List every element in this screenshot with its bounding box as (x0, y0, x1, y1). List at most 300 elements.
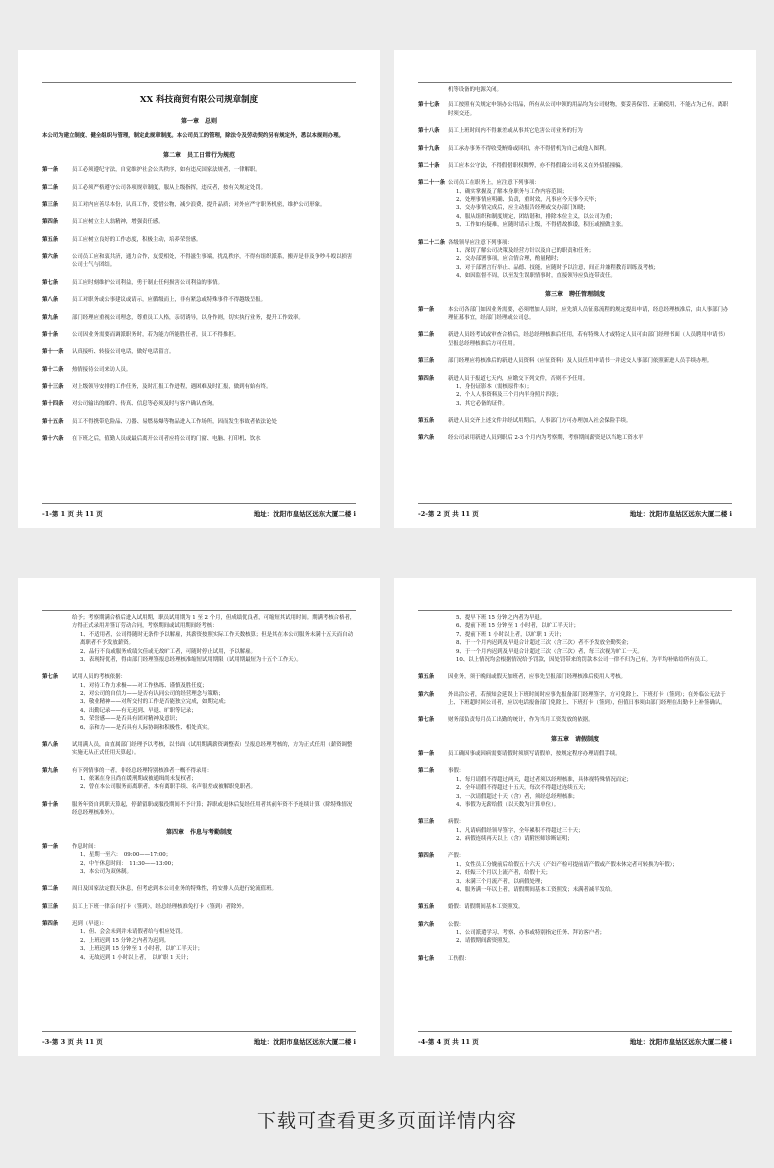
article-text: 员工应树立良好的工作态度，积极主动，培养荣誉感。 (72, 236, 202, 243)
article-text: 员工应本公守法，不得假借职权舞弊，亦不得假藉公司名义在外招摇撞骗。 (448, 162, 626, 169)
article-body (448, 921, 732, 946)
article-label: 第五条 (418, 674, 435, 681)
article (42, 801, 356, 818)
article (42, 400, 356, 408)
article-body (72, 673, 356, 732)
article-body (72, 920, 356, 962)
article-body (72, 236, 356, 244)
article-with-items (418, 239, 732, 281)
article-text: 新进人员经考试或审查合格后，经总经理核准后任用，若有特殊人才或特定人员可由部门经理书面（人员聘用申请书）呈报总经理核准后方可任用。 (448, 332, 729, 347)
article-list (418, 101, 732, 170)
article-label: 第二条 (42, 886, 59, 893)
article-label: 第十四条 (42, 401, 64, 408)
article-text: 对上级领导安排的工作任务，及时汇报工作进程，遇困难及时汇报，做到有始有终。 (72, 384, 272, 391)
article (42, 296, 356, 304)
page-number: -2-第 2 页 共 11 页 (418, 510, 479, 518)
article (418, 716, 732, 724)
article-body (72, 331, 356, 339)
page-footer (42, 1037, 356, 1046)
article-items (448, 247, 732, 281)
article-items (448, 861, 732, 895)
article-label: 第二十二条 (418, 239, 445, 246)
article-body (448, 101, 732, 118)
article-label: 第十条 (42, 801, 59, 808)
article-label: 第十二条 (42, 366, 64, 373)
article (42, 767, 356, 792)
article-with-items (418, 375, 732, 409)
article (418, 673, 732, 681)
article-text: 本公司各部门如因业务需要，必须增加人员时，应先填人员征募流程的规定提出申请，经总经理核准后，由人事部门办理征募事宜，经部门经理或公司总。 (448, 306, 729, 322)
article-text: 事假： (448, 768, 465, 775)
list-item: 3、对于部署言行举止、品德、技能，应随时予以注意，间正并兼程教育训练及考核； (456, 264, 659, 271)
list-item: 1、对待工作力求极——对工作热练、谨慎及胜任度； (80, 682, 208, 689)
article-body (72, 767, 356, 792)
page-number: -1-第 1 页 共 11 页 (42, 510, 103, 518)
article-list (418, 673, 732, 725)
article-label: 第十六条 (42, 436, 64, 443)
continued-items (42, 631, 356, 665)
article-body (448, 434, 732, 442)
list-item: 3、本公司为双休制。 (80, 868, 132, 875)
article-label: 第四条 (418, 375, 435, 382)
page-content (42, 614, 356, 1026)
article-items (72, 851, 356, 876)
article (418, 417, 732, 425)
article-text: 财务部负责每月员工出勤的统计，作为当月工资发放的依据。 (448, 717, 594, 724)
article-text: 对公司输出的邮件、传真、信息等必须及时与客户确认查询。 (72, 401, 218, 408)
article (418, 331, 732, 348)
article-text: 公司员工在职务上，应注意下列事项： (448, 180, 540, 187)
footer-address: 地址：沈阳市皇姑区远东大厦二楼 i (253, 1038, 356, 1046)
article (42, 418, 356, 426)
article-label: 第五条 (42, 236, 59, 243)
article-body (72, 418, 356, 426)
article-label: 第十条 (42, 331, 59, 338)
list-item: 2、全年请假不得超过十五天，每次不得超过连续五天； (456, 785, 589, 792)
list-item: 3、交办事情完成后，应主动报告经理或交办部门知晓； (456, 205, 589, 212)
article-text: 员工按照有关规定申领办公用品，所有从公司申领的用品均为公司财物，要妥善保管、正确使用，不能占为己有，离职时须交还。 (448, 102, 729, 117)
article-label: 第六条 (418, 435, 435, 442)
continued-text: 机等设备的电源关闭。 (448, 87, 502, 93)
article-label: 第二条 (418, 768, 435, 775)
article-label: 第二条 (418, 332, 435, 339)
list-item: 3、其它必备的证件。 (456, 400, 508, 407)
article (418, 750, 732, 758)
article-text: 部门经理应将核准后的新进人员资料（应征资料）及人员任用申请书一并送交人事部门依照新进人员手续办理。 (448, 358, 713, 365)
list-item: 2、品行不良或服务成绩欠佳或无故旷工者，可随时停止试用，予以解雇。 (80, 648, 256, 655)
article-list (42, 885, 356, 911)
article-text: 试用满人员，由直属部门经理予以考核，以书面（试用期满薪资调整表）呈报总经理考核的，方为正式任用（薪资调整实施无从正式任用天算起）。 (72, 741, 353, 757)
article-list (418, 955, 732, 963)
article-text: 员工对职务或公事建议或请示，应循级而上，非有紧急或特殊事件不得越级呈报。 (72, 297, 267, 304)
article-text: 员工上下班一律亲自打卡（签到），经总经理核准免打卡（签到）者除外。 (72, 903, 248, 910)
list-item: 2、处理事情应明确、负责，重时效，凡事应今天事今天毕； (456, 197, 600, 203)
article (42, 435, 356, 443)
article-text: 作息时间： (72, 843, 99, 850)
footer-rule (42, 1031, 356, 1032)
article-body (72, 383, 356, 391)
list-item: 7、提前下班 1 小时以上者，以旷职 1 天计； (456, 631, 565, 638)
article-text: 员工必须严格遵守公司各项规章制度，服从上级指挥，违反者，按有关规定处罚。 (72, 184, 267, 191)
chapter-heading: 第一章 总则 (180, 118, 217, 126)
list-item: 2、病假连续再天以上（含）请附医师诊断证明； (456, 836, 573, 843)
article-text: 员工不得携带危险品、刀器、易燃易爆等物品进入工作场所，因而发生事故者依法论处 (72, 418, 277, 425)
list-item: 4、无故迟到 1 小时以上者， 以旷职 1 天计； (80, 954, 192, 961)
article-body (448, 145, 732, 153)
article (418, 306, 732, 323)
list-item: 9、于一个月内迟到及早退合计超过三次（含三次）者，每三次视为旷工一天。 (456, 648, 643, 655)
article-items (448, 383, 732, 408)
article-label: 第五条 (418, 418, 435, 425)
article-label: 第七条 (418, 955, 435, 962)
article-label: 第七条 (42, 279, 59, 286)
article-with-items (418, 921, 732, 946)
article-text: 部门经理应重视公司理念，尊重员工人格，亲切诱导，以身作则，切实执行业务，提升工作效率。 (72, 314, 304, 321)
article-body (448, 673, 732, 681)
footer-rule (418, 503, 732, 504)
article-body (72, 843, 356, 877)
article-text: 婚假：请假期间基本工资照发。 (448, 904, 524, 911)
article-text: 新进人员交齐上述文件并经试用期后，人事部门方可办理加入社会保险手续。 (448, 418, 632, 425)
footer-rule (418, 1031, 732, 1032)
article-label: 第一条 (418, 751, 435, 758)
document-page-4 (394, 578, 756, 1056)
list-item: 3、一次请假超过十天（含）者，须经总经理核准； (456, 793, 579, 800)
page-footer (418, 509, 732, 518)
list-item: 3、表现特优者，得由部门经理签报总经理核准缩短试用期限（试用期最短为十五个工作天）。 (80, 656, 302, 663)
list-item: 3、上班迟到 15 分钟至 1 小时者，以旷工半天计； (80, 946, 203, 953)
article-with-items (42, 673, 356, 732)
article-body (448, 691, 732, 708)
article-body (72, 741, 356, 758)
article-body (448, 375, 732, 409)
article-body (72, 801, 356, 818)
article-with-items (42, 920, 356, 962)
document-page-1 (18, 50, 380, 528)
list-item: 2、上班迟到 15 分钟之内者为迟到。 (80, 937, 170, 944)
article-list (418, 903, 732, 911)
article (418, 101, 732, 118)
article-body (448, 716, 732, 724)
list-item: 1、每月请假不得超过两天，超过者须以经理核准，具体视特殊情况而定； (456, 776, 632, 783)
article-label: 第十九条 (418, 145, 440, 152)
article-text: 公假： (448, 921, 465, 928)
article-label: 第六条 (42, 254, 59, 261)
article-body (72, 314, 356, 322)
article-list (42, 166, 356, 443)
article (42, 903, 356, 911)
chapter-heading: 第四章 作息与考勤制度 (165, 828, 232, 836)
article-label: 第六条 (418, 691, 435, 698)
footer-address: 地址：沈阳市皇姑区远东大厦二楼 i (253, 510, 356, 518)
article-body (448, 306, 732, 323)
article-label: 第三条 (418, 358, 435, 365)
article-text: 经公司录用新进人员到职后 2-3 个月内为考察期，考察期间薪资是以当地工资水平 (448, 435, 644, 442)
article-body (72, 184, 356, 192)
list-item: 4、服务满一年以上者，请假期间基本工资照发；未满者减半发给。 (456, 886, 616, 893)
continued-text: 给予；考察期满合格后进入试用期，职员试用期为 1 至 2 个月，但成绩优良者，可缩短其试用时间。期满考核合格者，方得正式录用并签订劳动合同，考察期间或试用期间经考核： (72, 615, 356, 630)
header-rule (418, 610, 732, 611)
chapter-heading: 第二章 员工日常行为规范 (162, 151, 235, 159)
list-item: 3、敬业精神——对所交付的工作是否能独立完成，如期完成； (80, 699, 229, 706)
article-body (448, 127, 732, 135)
article-body (448, 767, 732, 809)
list-item: 2、曾在本公司服务而离职者，本有离职手续、名声很差或被解职免职者。 (80, 784, 256, 791)
article-body (72, 400, 356, 408)
article-with-items (418, 852, 732, 894)
article-label: 第七条 (42, 674, 59, 681)
article (42, 279, 356, 287)
article-label: 第四条 (42, 921, 59, 928)
article-label: 第五条 (418, 904, 435, 911)
page-footer (418, 1037, 732, 1046)
article-text: 病假： (448, 819, 465, 826)
article-text: 认真接听、转接公司电话，做好电话留言。 (72, 349, 175, 356)
article-label: 第一条 (42, 167, 59, 174)
header-rule (42, 82, 356, 83)
article-label: 第三条 (418, 819, 435, 826)
article-label: 第三条 (42, 903, 59, 910)
article-label: 第十三条 (42, 384, 64, 391)
list-item: 2、妊娠三个月以上流产者，给假十天； (456, 870, 552, 877)
article (418, 903, 732, 911)
article-list (42, 801, 356, 818)
page-content (418, 86, 732, 498)
continued-items (418, 614, 732, 664)
article-text: 员工对内应善尽本份，认真工作，爱惜公物，减少浪费，提升品质；对外应严守职务机密，维护公司形象。 (72, 201, 326, 208)
article-body (448, 357, 732, 365)
article (42, 236, 356, 244)
article (42, 314, 356, 322)
list-item: 1、但、会会未到并未请假者给与相应处罚。 (80, 929, 186, 936)
article (42, 166, 356, 174)
list-item: 2、交办部署事项，应合情合理，酌量精时； (456, 256, 562, 263)
article-body (448, 955, 732, 963)
page-number: -3-第 3 页 共 11 页 (42, 1038, 103, 1046)
list-item: 1、确实掌握及了解本身职务与工作内容范围； (456, 188, 568, 195)
article-body (448, 179, 732, 229)
article-with-items (418, 818, 732, 843)
article (42, 843, 356, 877)
article (418, 375, 732, 409)
article-items (72, 682, 356, 732)
article-items (448, 776, 732, 810)
article-text: 员工应时刻维护公司利益，勇于制止任何损害公司利益的事情。 (72, 279, 223, 286)
article-text: 试用人员的考核依据： (72, 674, 126, 681)
document-title: XX 科技商贸有限公司规章制度 (139, 95, 259, 105)
article-text: 热情接待公司来访人员。 (72, 366, 132, 373)
list-item: 3、未满三个月流产者，以病假处理； (456, 878, 546, 885)
article-label: 第十五条 (42, 418, 64, 425)
page-content (42, 86, 356, 498)
article (42, 331, 356, 339)
list-item: 8、于一个月内迟到及早退合计超过三次（含三次）者不予发放全勤奖金； (456, 640, 632, 647)
article-label: 第六条 (418, 921, 435, 928)
article-text: 周日及国家法定假天休息，但考虑到本公司业务的特殊性，将安排人员进行轮流值班。 (72, 886, 277, 893)
header-rule (418, 82, 732, 83)
article-label: 第四条 (418, 853, 435, 860)
article-body (448, 852, 732, 894)
article-text: 各级领导应注意下列事项： (448, 239, 513, 246)
list-item: 5、工作如有疑难，应随时请示上级，不得借故推诿，积压或擅做主张。 (456, 222, 627, 229)
article-items (72, 775, 356, 792)
article-text: 在下班之后，值勤人员或最后离开公司者应将公司的门窗、电脑、打印机、饮水 (72, 436, 261, 443)
article (418, 239, 732, 281)
list-item: 2、请假期间薪资照发。 (456, 938, 514, 945)
article-with-items (418, 179, 732, 229)
list-item: 5、荣誉感——是否具有团对精神及意识； (80, 716, 181, 723)
list-item: 1、凡请病假经领导签字，全年累积不得超过三十天； (456, 827, 584, 834)
page-content (418, 614, 732, 1026)
article-items (72, 928, 356, 962)
article-body (448, 331, 732, 348)
footer-address: 地址：沈阳市皇姑区远东大厦二楼 i (629, 510, 732, 518)
article-items (448, 188, 732, 230)
article-list (418, 417, 732, 443)
article-body (448, 162, 732, 170)
article (418, 921, 732, 946)
article (42, 383, 356, 391)
article (418, 767, 732, 809)
article-label: 第十八条 (418, 128, 440, 135)
list-item: 1、星期一至六： 09:00——17:00； (80, 852, 172, 859)
article-with-items (42, 767, 356, 792)
article (418, 357, 732, 365)
article-items (448, 827, 732, 844)
article-label: 第八条 (42, 297, 59, 304)
article-list (418, 306, 732, 366)
list-item: 4、如因监督不周，以至发生误职情事时，直接领导应负连带责任。 (456, 273, 616, 279)
article (418, 691, 732, 708)
article (42, 184, 356, 192)
article (418, 162, 732, 170)
page-footer (42, 509, 356, 518)
article-text: 外出洽公者，若预知会延误上下班时间时应事先报备部门经理签字，方可免除上、下班打卡（签到）；在外临公无法于上、下班超时回公司者，应以电话报备部门免除上、下班打卡（签到），但值日事须由部门经理在出勤卡上补签确认。 (448, 691, 726, 706)
article-list (42, 741, 356, 758)
article-text: 服务年资自到职天算起，停薪留职或服役期间不予计算；辞职或退休后复经任用者其前年资不予连续计算（除特殊情况经总经理核准外）。 (72, 801, 353, 817)
article-label: 第二条 (42, 184, 59, 191)
article-text: 产假： (448, 853, 465, 860)
article-label: 第九条 (42, 314, 59, 321)
list-item: 1、依案在身且尚在缓刑期或被通缉尚未复权者； (80, 776, 197, 782)
article-label: 第八条 (42, 741, 59, 748)
article-body (72, 218, 356, 226)
article-label: 第二十一条 (418, 180, 445, 187)
article (42, 201, 356, 209)
article-label: 第一条 (418, 306, 435, 313)
list-item: 1、不适用者，公司得随时无条件予以解雇，其薪资按照实际工作天数核算；但是其在本公司服务未满十五天而自动离职者不予发放薪资。 (80, 631, 353, 647)
list-item: 1、深切了解公司决策及经营方针以及自己的职责和任务； (456, 247, 595, 254)
article (42, 885, 356, 893)
article-text: 工伤假： (448, 955, 470, 962)
article-label: 第一条 (42, 843, 59, 850)
list-item: 2、对公司的自信力——是否有认同公司的经营理念与策略； (80, 691, 224, 697)
article-text: 因业务，须于晚间或假天加班者，应事先呈报部门经理核准后使用人考核。 (448, 674, 626, 681)
download-caption: 下载可查看更多页面详情内容 (256, 1110, 517, 1132)
article-body (72, 279, 356, 287)
article-label: 第四条 (42, 219, 59, 226)
article-body (72, 348, 356, 356)
article-body (448, 417, 732, 425)
article (42, 253, 356, 270)
article-body (72, 296, 356, 304)
article-items (448, 929, 732, 946)
article (418, 852, 732, 894)
article (418, 434, 732, 442)
article (42, 673, 356, 732)
article-label: 第七条 (418, 717, 435, 724)
article (42, 741, 356, 758)
article-text: 员工必须遵纪守法，自觉维护社会公共秩序，如有违反国家法规者，一律解职。 (72, 167, 261, 174)
list-item: 4、出勤记录——有无迟到、早退、旷职等记录； (80, 707, 197, 714)
article-text: 员工应树立主人翁精神，增强责任感。 (72, 219, 164, 226)
list-item: 2、中午休息时间： 11:30——13:00； (80, 860, 177, 867)
article (42, 348, 356, 356)
article-label: 第十七条 (418, 102, 440, 109)
list-item: 10、以上情况均会根据情况给予罚款，因处罚带来的罚款本公司一律不归为己有，为平均补贴给所有员工。 (456, 656, 711, 663)
article (42, 366, 356, 374)
list-item: 1、女性员工分娩前后给假五十六天（产妇产检可提前请产假或产假未休完者可转换为年假）； (456, 861, 678, 868)
article (418, 818, 732, 843)
article-label: 第三条 (42, 201, 59, 208)
article-with-items (418, 767, 732, 809)
article-body (448, 818, 732, 843)
list-item: 4、服从组织和制度规定，团结谐和，排除本位主义，以公司为重； (456, 213, 616, 220)
chapter-heading: 第三章 聘任管理制度 (544, 291, 605, 299)
chapter-heading: 第五章 请假制度 (550, 735, 599, 743)
article-list (418, 750, 732, 758)
list-item: 6、提前下班 15 分钟至 1 小时者，以旷工半天计； (456, 623, 579, 630)
article-body (448, 239, 732, 281)
article (418, 127, 732, 135)
article-body (72, 903, 356, 911)
article-text: 员工承办事务不得收受贿赂或回扣，亦不得借机为自己或他人图利。 (448, 145, 610, 152)
article-body (448, 750, 732, 758)
footer-address: 地址：沈阳市皇姑区远东大厦二楼 i (629, 1038, 732, 1046)
list-item: 1、身份证影本（需核原件本）； (456, 383, 533, 390)
footer-rule (42, 503, 356, 504)
list-item: 6、亲和力——是否具有人际协调和积极性、相处真实。 (80, 724, 213, 731)
article-body (72, 253, 356, 270)
intro-paragraph: 本公司为建立制度、健全组织与管理，制定此规章制度。本公司员工的管理，除法令及劳动契约另有规定外，悉以本规则办理。 (42, 133, 344, 140)
article-body (72, 366, 356, 374)
article (418, 179, 732, 229)
page-number: -4-第 4 页 共 11 页 (418, 1038, 479, 1046)
header-rule (42, 610, 356, 611)
article-body (72, 435, 356, 443)
article (418, 145, 732, 153)
article-text: 公司因业务需要而调派职务时，若为能力所能胜任者，员工不得推拒。 (72, 331, 240, 338)
article (42, 218, 356, 226)
article-text: 员工确因事或因病需要请假时须填写请假单，按规定程序办理请假手续。 (448, 751, 621, 758)
document-page-2 (394, 50, 756, 528)
article-body (72, 885, 356, 893)
list-item: 4、事假为无薪给假（以天数为计算单位）。 (456, 801, 560, 808)
article-text: 有下列情事的一者，非经总经理特别核准者一概不得录用： (72, 767, 213, 774)
article-with-items (42, 843, 356, 877)
article-text: 迟到（早退）： (72, 921, 108, 928)
article-body (72, 166, 356, 174)
document-page-3 (18, 578, 380, 1056)
article-body (448, 903, 732, 911)
article (418, 955, 732, 963)
article-label: 第十一条 (42, 349, 64, 356)
list-item: 2、个人人事资料及三个月内半身照片四张； (456, 392, 562, 399)
article-body (72, 201, 356, 209)
list-item: 1、公司派遣学习、考察、办事或特别指定任务、拜访客户者； (456, 930, 605, 937)
list-item: 5、提早下班 15 分钟之内者为早退。 (456, 615, 546, 621)
article (42, 920, 356, 962)
